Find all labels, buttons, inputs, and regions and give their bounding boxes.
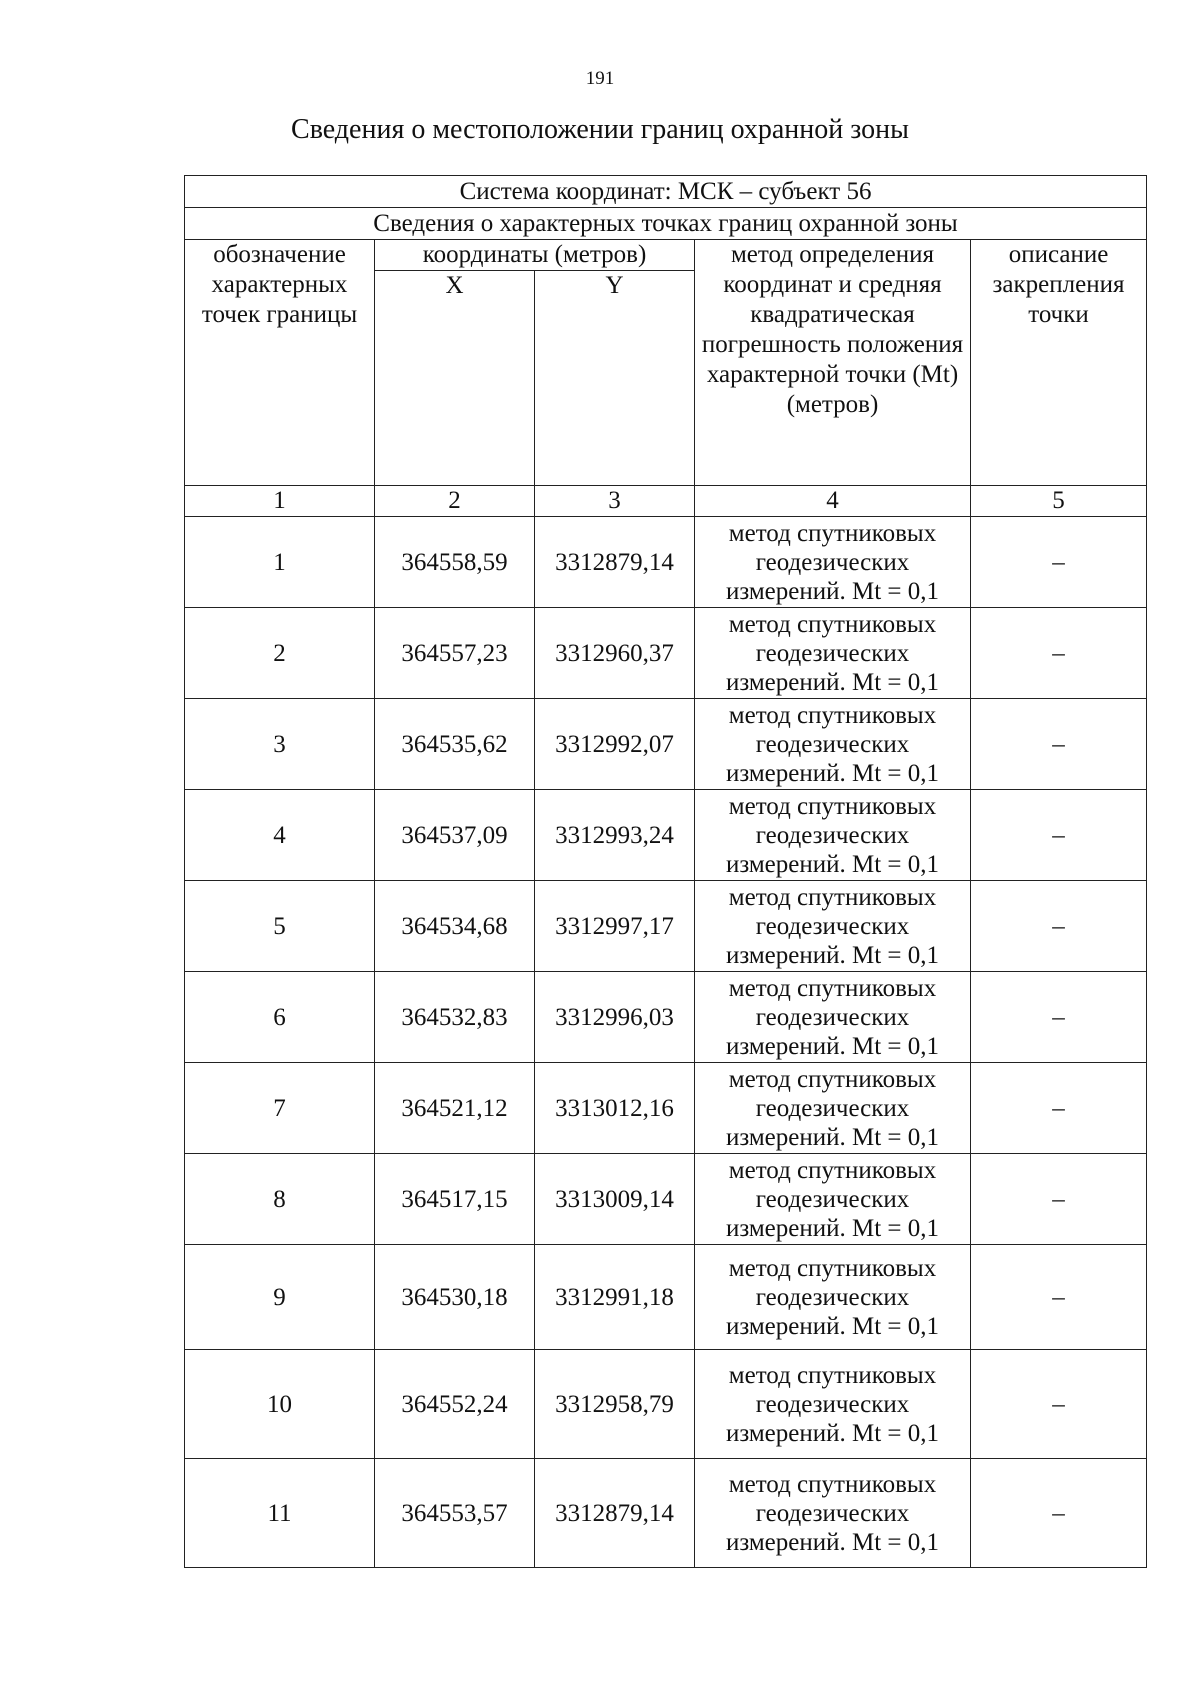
cell-fixing: –	[971, 1245, 1147, 1350]
cell-method: метод спутниковых геодезических измерений. Mt = 0,1	[695, 881, 971, 972]
cell-point: 8	[185, 1154, 375, 1245]
cell-fixing: –	[971, 972, 1147, 1063]
cell-method: метод спутниковых геодезических измерений. Mt = 0,1	[695, 1063, 971, 1154]
table-row	[185, 1154, 1147, 1245]
cell-fixing: –	[971, 790, 1147, 881]
cell-point: 2	[185, 608, 375, 699]
table-row	[185, 1245, 1147, 1350]
cell-point: 4	[185, 790, 375, 881]
cell-point: 5	[185, 881, 375, 972]
page-number: 191	[585, 68, 615, 89]
cell-y: 3312997,17	[535, 881, 695, 972]
cell-fixing: –	[971, 608, 1147, 699]
header-row	[185, 240, 1147, 271]
cell-method: метод спутниковых геодезических измерений. Mt = 0,1	[695, 1459, 971, 1568]
header-method: метод определения координат и средняя квадратическая погрешность положения характерной точки (Mt) (метров)	[695, 240, 971, 486]
table-row	[185, 1063, 1147, 1154]
cell-method: метод спутниковых геодезических измерений. Mt = 0,1	[695, 699, 971, 790]
cell-fixing: –	[971, 1350, 1147, 1459]
cell-x: 364535,62	[375, 699, 535, 790]
table-row	[185, 881, 1147, 972]
column-number-row	[185, 486, 1147, 517]
section-title-cell: Сведения о характерных точках границ охранной зоны	[185, 208, 1147, 240]
cell-point: 3	[185, 699, 375, 790]
cell-x: 364558,59	[375, 517, 535, 608]
cell-method: метод спутниковых геодезических измерений. Mt = 0,1	[695, 790, 971, 881]
table-row	[185, 1459, 1147, 1568]
coordinate-system-row	[185, 176, 1147, 208]
cell-x: 364557,23	[375, 608, 535, 699]
cell-point: 11	[185, 1459, 375, 1568]
cell-method: метод спутниковых геодезических измерений. Mt = 0,1	[695, 608, 971, 699]
cell-y: 3312993,24	[535, 790, 695, 881]
coordinates-table	[184, 175, 1147, 1568]
cell-y: 3312960,37	[535, 608, 695, 699]
cell-y: 3312991,18	[535, 1245, 695, 1350]
cell-point: 9	[185, 1245, 375, 1350]
column-number: 3	[535, 486, 695, 517]
cell-y: 3312958,79	[535, 1350, 695, 1459]
coordinates-table-body	[185, 176, 1147, 1568]
cell-x: 364553,57	[375, 1459, 535, 1568]
cell-fixing: –	[971, 1459, 1147, 1568]
cell-fixing: –	[971, 881, 1147, 972]
column-number: 2	[375, 486, 535, 517]
cell-x: 364521,12	[375, 1063, 535, 1154]
column-number: 1	[185, 486, 375, 517]
cell-fixing: –	[971, 1154, 1147, 1245]
header-y: Y	[535, 271, 695, 486]
cell-y: 3312879,14	[535, 1459, 695, 1568]
table-row	[185, 790, 1147, 881]
header-x: X	[375, 271, 535, 486]
cell-method: метод спутниковых геодезических измерений. Mt = 0,1	[695, 1154, 971, 1245]
cell-y: 3313012,16	[535, 1063, 695, 1154]
cell-y: 3312996,03	[535, 972, 695, 1063]
table-row	[185, 517, 1147, 608]
cell-method: метод спутниковых геодезических измерений. Mt = 0,1	[695, 1245, 971, 1350]
document-title: Сведения о местоположении границ охранной зоны	[291, 114, 909, 145]
section-title-row	[185, 208, 1147, 240]
header-point: обозначение характерных точек границы	[185, 240, 375, 486]
cell-x: 364517,15	[375, 1154, 535, 1245]
table-row	[185, 699, 1147, 790]
cell-point: 1	[185, 517, 375, 608]
cell-x: 364530,18	[375, 1245, 535, 1350]
cell-method: метод спутниковых геодезических измерений. Mt = 0,1	[695, 972, 971, 1063]
table-row	[185, 972, 1147, 1063]
cell-x: 364537,09	[375, 790, 535, 881]
cell-method: метод спутниковых геодезических измерений. Mt = 0,1	[695, 517, 971, 608]
cell-point: 10	[185, 1350, 375, 1459]
header-fixing: описание закрепления точки	[971, 240, 1147, 486]
cell-method: метод спутниковых геодезических измерений. Mt = 0,1	[695, 1350, 971, 1459]
cell-y: 3312992,07	[535, 699, 695, 790]
cell-x: 364534,68	[375, 881, 535, 972]
column-number: 5	[971, 486, 1147, 517]
cell-fixing: –	[971, 1063, 1147, 1154]
header-coordinates: координаты (метров)	[375, 240, 695, 271]
table-row	[185, 1350, 1147, 1459]
coordinate-system-cell: Система координат: МСК – субъект 56	[185, 176, 1147, 208]
table-row	[185, 608, 1147, 699]
cell-x: 364532,83	[375, 972, 535, 1063]
cell-fixing: –	[971, 699, 1147, 790]
cell-y: 3312879,14	[535, 517, 695, 608]
cell-y: 3313009,14	[535, 1154, 695, 1245]
column-number: 4	[695, 486, 971, 517]
cell-fixing: –	[971, 517, 1147, 608]
cell-point: 6	[185, 972, 375, 1063]
cell-point: 7	[185, 1063, 375, 1154]
cell-x: 364552,24	[375, 1350, 535, 1459]
